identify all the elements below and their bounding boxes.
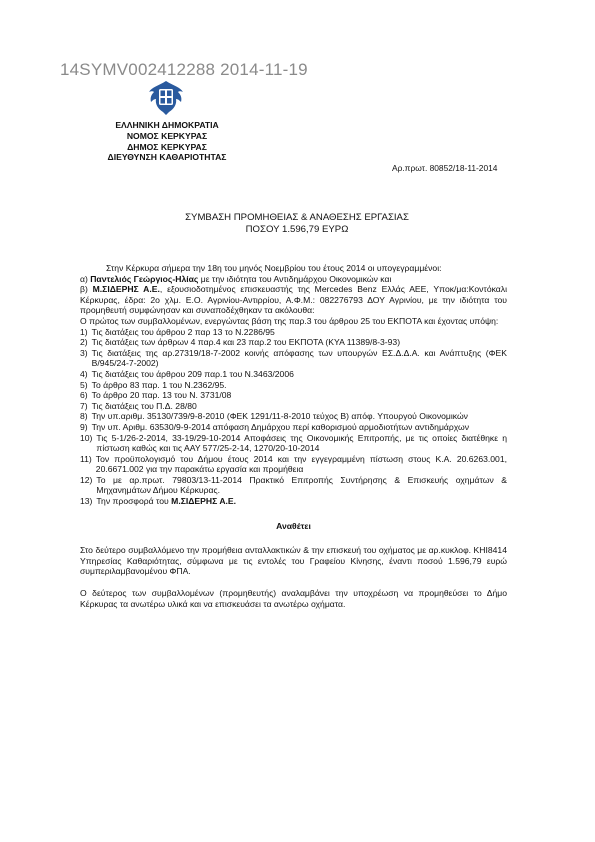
consideration-item: 2) Τις διατάξεις των άρθρων 4 παρ.4 και 23 παρ.2 του ΕΚΠΟΤΑ (ΚΥΑ 11389/8-3-93) — [80, 337, 401, 348]
party-b-name: Μ.ΣΙΔΕΡΗΣ Α.Ε. — [92, 284, 160, 295]
consideration-item: 12) Το με αρ.πρωτ. 79803/13-11-2014 Πρακτικό Επιτροπής Συντήρησης & Επισκευής οχημάτων & Μηχανημάτων Δήμου Κέρκυρας. — [80, 474, 507, 496]
party-b — [80, 284, 507, 316]
issuing-authority-block — [92, 120, 242, 163]
assigns-heading: Αναθέτει — [276, 520, 311, 531]
contract-title — [107, 212, 487, 236]
consideration-item: 6) Το άρθρο 20 παρ. 13 του Ν. 3731/08 — [80, 390, 232, 401]
consideration-item: 1) Τις διατάξεις του άρθρου 2 παρ 13 το Ν.2286/95 — [80, 326, 275, 337]
contract-title-line-1: ΣΥΜΒΑΣΗ ΠΡΟΜΗΘΕΙΑΣ & ΑΝΑΘΕΣΗΣ ΕΡΓΑΣΙΑΣ — [185, 212, 409, 223]
consideration-item: 4) Τις διατάξεις του άρθρου 209 παρ.1 του Ν.3463/2006 — [80, 368, 294, 379]
consideration-item: 11) Τον προϋπολογισμό του Δήμου έτους 2014 και την εγγεγραμμένη πίστωση στους Κ.Α. 20.6263.001, 20.6671.002 για την παρακάτω εργασία και προμήθεια — [80, 453, 507, 475]
first-party-statement: Ο πρώτος των συμβαλλομένων, ενεργώντας βάση της παρ.3 του άρθρου 25 του ΕΚΠΟΤΑ και έχοντας υπόψη: — [80, 315, 499, 326]
document-watermark-id: 14SYMV002412288 2014-11-19 — [60, 60, 308, 79]
protocol-number: Αρ.πρωτ. 80852/18-11-2014 — [392, 163, 498, 173]
party-a — [80, 274, 507, 285]
considerations-list — [80, 327, 507, 507]
party-a-name: Παντελιός Γεώργιος-Ηλίας — [90, 273, 199, 284]
assignment-paragraph: Στο δεύτερο συμβαλλόμενο την προμήθεια ανταλλακτικών & την επισκευή του οχήματος με αρ.κυκλοφ. ΚΗΙ8414 Υπηρεσίας Καθαριότητας, σύμφωνα με τις εντολές του Γραφείου Κίνησης, έναντι ποσού 1.596,79 ευρώ συμπεριλαμβανομένου ΦΠΑ. — [80, 545, 507, 577]
obligation-paragraph: Ο δεύτερος των συμβαλλομένων (προμηθευτής) αναλαμβάνει την υποχρέωση να προμηθεύσει το Δήμο Κέρκυρας τα ανωτέρω υλικά και να επισκευάσει τα ανωτέρω οχήματα. — [80, 588, 507, 609]
authority-line-directorate: ΔΙΕΥΘΥΝΣΗ ΚΑΘΑΡΙΟΤΗΤΑΣ — [107, 152, 227, 163]
party-a-prefix: α) — [80, 273, 91, 284]
consideration-item: 7) Τις διατάξεις του Π.Δ. 28/80 — [80, 400, 197, 411]
consideration-item: 10) Τις 5-1/26-2-2014, 33-19/29-10-2014 Αποφάσεις της Οικονομικής Επιτροπής, με τις οποίες διατέθηκε η πίστωση καθώς και τις ΑΑΥ 577/25-2-14, 1270/20-10-2014 — [80, 432, 507, 454]
consideration-item: 3) Τις διατάξεις της αρ.27319/18-7-2002 κοινής απόφασης των υπουργών ΕΣ.Δ.Δ.Α. και Ανάπτυξης (ΦΕΚ Β/945/24-7-2002) — [80, 347, 507, 369]
consideration-item: 5) Το άρθρο 83 παρ. 1 του Ν.2362/95. — [80, 379, 227, 390]
consideration-item-offer: 13) Την προσφορά του Μ.ΣΙΔΕΡΗΣ Α.Ε. — [80, 496, 237, 507]
party-b-prefix: β) — [80, 284, 93, 295]
supplier-name-bold: Μ.ΣΙΔΕΡΗΣ Α.Ε. — [171, 496, 237, 507]
consideration-item: 9) Την υπ. Αριθμ. 63530/9-9-2014 απόφαση Δημάρχου περί καθορισμού αρμοδιοτήτων αντιδημάρχων — [80, 421, 470, 432]
authority-line-republic: ΕΛΛΗΝΙΚΗ ΔΗΜΟΚΡΑΤΙΑ — [115, 120, 219, 130]
hellenic-republic-emblem-icon — [146, 78, 186, 118]
contract-title-line-2: ΠΟΣΟΥ 1.596,79 ΕΥΡΩ — [245, 224, 349, 235]
authority-line-prefecture: ΝΟΜΟΣ ΚΕΡΚΥΡΑΣ — [126, 130, 208, 141]
party-b-details: , εξουσιοδοτημένος επισκευαστής της Mercedes Benz Ελλάς ΑΕΕ, Υποκ/μα:Κοντόκαλι Κέρκυρας, έδρα: 2ο χλμ. Ε.Ο. Αγρινίου-Αντιρρίου, Α.Φ.Μ.: 082276793 ΔΟΥ Αγρινίου, με την ιδιότητα του προμηθευτή συμφώνησαν και συναποδέχθηκαν τα ακόλουθα: — [80, 284, 507, 316]
party-a-role: με την ιδιότητα του Αντιδημάρχου Οικονομικών και — [198, 273, 392, 284]
contract-body — [80, 263, 507, 609]
consideration-item: 8) Την υπ.αριθμ. 35130/739/9-8-2010 (ΦΕΚ 1291/11-8-2010 τεύχος Β) απόφ. Υπουργού Οικονομικών — [80, 411, 468, 422]
intro-paragraph: Στην Κέρκυρα σήμερα την 18η του μηνός Νοεμβρίου του έτους 2014 οι υπογεγραμμένοι: — [106, 263, 442, 273]
authority-line-municipality: ΔΗΜΟΣ ΚΕΡΚΥΡΑΣ — [127, 141, 207, 152]
